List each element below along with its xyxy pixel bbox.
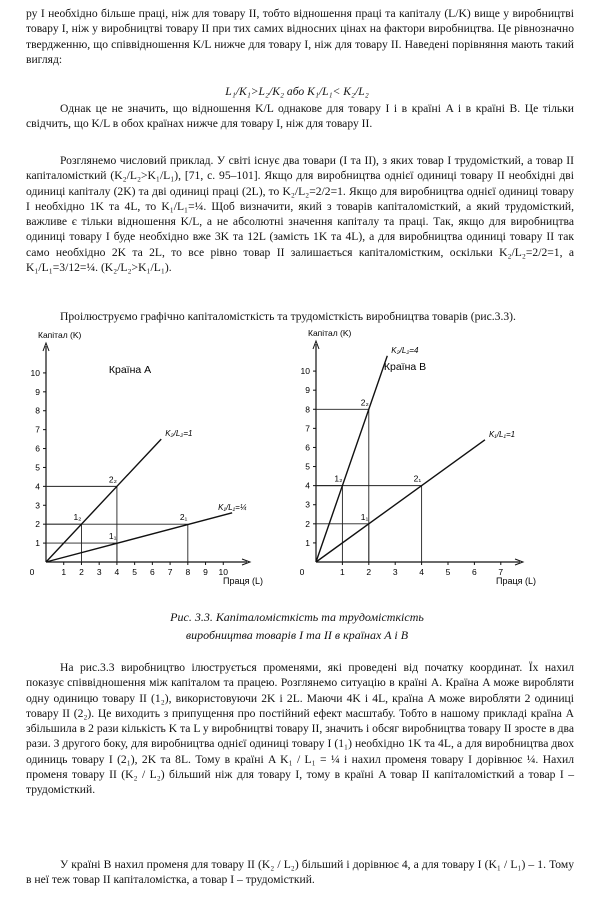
series-ray [316, 440, 485, 562]
y-tick-label: 9 [305, 385, 310, 396]
y-tick-label: 10 [30, 367, 40, 378]
paragraph-text: На рис.3.3 виробництво ілюструється променями, які проведені від початку координат. Їх нахил показує співвідношення між капіталом та працею. Розглянемо ситуацію в країні A. Країна A може виробляти одну одиницю товару ІІ (1₂), використовуючи 2K і 2L. Маючи 4K і 4L, країна A може виробляти 2 одиниці товару ІІ (2₂). Це виходить з припущення про постійний ефект масштабу. Тобто в нашому прикладі країна A збільшила в 2 рази кількість K та L у виробництві товару ІІ, значить і обсяг виробництва товару ІІ зросте в два рази. З другого боку, для виробництва однієї одиниці товару І (1₁) необхідно 1K та 4L, а для виробництва двох одиниць товару І (2₁), 2K та 8L. Тому в країні A K₁ / L₁ = ¼ і нахил променя товару І дорівнює ¼. Нахил променя товару ІІ (K₂ / L₂) більший ніж для товару І, тому в країні A товар ІІ капіталомісткий а товар І – трудомісткий. [26, 661, 574, 797]
x-tick-label: 4 [419, 567, 424, 577]
y-tick-label: 10 [300, 366, 310, 377]
x-axis-label: Праця (L) [223, 576, 264, 586]
series-ray [316, 356, 387, 562]
x-axis-label: Праця (L) [496, 576, 537, 586]
y-axis-label: Капітал (K) [38, 330, 82, 340]
point-label: 2₁ [179, 512, 188, 523]
series-label: K₂/L₂=1 [165, 429, 193, 439]
x-tick-label: 5 [445, 567, 451, 577]
y-tick-label: 8 [35, 405, 40, 416]
paragraph-2 [26, 101, 574, 132]
x-tick-label: 9 [203, 567, 208, 577]
y-tick-label: 9 [35, 386, 40, 397]
x-tick-label: 1 [340, 567, 345, 577]
y-tick-label: 7 [35, 424, 40, 435]
paragraph-3 [26, 153, 574, 275]
y-axis-label: Капітал (K) [308, 328, 352, 338]
figure-caption-line-2: виробництва товарів І та ІІ в країнах A і B [185, 628, 409, 642]
figure-caption-line-1: Рис. 3.3. Капіталомісткість та трудомісткість [170, 610, 424, 624]
point-label: 2₂ [360, 397, 369, 408]
y-tick-label: 4 [305, 480, 310, 491]
formula: L₁/K₁>L₂/K₂ або K₁/L₁< K₂/L₂ [225, 85, 369, 98]
y-tick-label: 2 [305, 518, 310, 529]
series-label: K₁/L₁=¼ [218, 502, 247, 512]
point-label: 1₂ [334, 473, 343, 484]
y-tick-label: 6 [305, 442, 310, 453]
x-tick-label: 6 [149, 567, 155, 577]
series-label: K₁/L₁=1 [488, 429, 516, 439]
point-label: 1₁ [108, 531, 117, 542]
x-tick-label: 0 [299, 567, 305, 577]
y-tick-label: 8 [305, 404, 310, 415]
point-label: 2₁ [413, 473, 422, 484]
y-tick-label: 2 [35, 519, 40, 530]
y-tick-label: 1 [305, 537, 310, 548]
paragraph-text: У країні B нахил променя для товару ІІ (K₂ / L₂) більший і дорівнює 4, а для товару І (K₁ / L₁) – 1. Тому в неї теж товар ІІ капіталомістка, а товар І – трудомісткий. [26, 858, 574, 887]
x-tick-label: 4 [114, 567, 120, 577]
paragraph-text: ру І необхідно більше праці, ніж для товару ІІ, тобто відношення праці та капіталу (L/K) вище у виробництві товару І, ніж у виробництві товару ІІ при тих самих відносних цінах на фактори виробництва. Це рівнозначно твердженню, що співвідношення K/L нижче для товару І, ніж для товару ІІ. Наведені порівняння мають такий вигляд: [26, 7, 574, 66]
point-label: 1₁ [360, 511, 369, 522]
point-label: 1₂ [73, 512, 82, 523]
x-tick-label: 1 [61, 567, 67, 577]
x-tick-label: 10 [218, 567, 229, 577]
point-label: 2₂ [108, 474, 117, 485]
x-tick-label: 0 [29, 567, 35, 577]
x-tick-label: 3 [392, 567, 398, 577]
y-tick-label: 3 [35, 500, 40, 511]
paragraph-text: Проілюструємо графічно капіталомісткість та трудомісткість виробництва товарів (рис.3.3). [60, 310, 516, 323]
y-tick-label: 3 [305, 499, 310, 510]
figure-3-3 [0, 328, 594, 600]
x-tick-label: 7 [167, 567, 173, 577]
y-tick-label: 7 [305, 423, 310, 434]
series-label: K₂/L₂=4 [391, 345, 419, 355]
x-tick-label: 3 [96, 567, 102, 577]
series-ray [46, 439, 161, 562]
chart-country-a [30, 330, 263, 586]
y-tick-label: 1 [35, 538, 40, 549]
chart-title: Країна A [108, 364, 152, 376]
chart-country-b [300, 328, 536, 586]
paragraph-text: Однак це не значить, що відношення K/L однакове для товару І і в країні A і в країні B. Це тільки свідчить, що K/L в обох країнах нижче для товару І, ніж для товару ІІ. [26, 102, 574, 131]
y-tick-label: 5 [305, 461, 310, 472]
paragraph-text: Розглянемо числовий приклад. У світі існує два товари (І та ІІ), з яких товар І трудомісткий, а товар ІІ капіталомісткий (K₂/L₂>K₁/L₁), [71, с. 95–101]. Якщо для виробництва однієї одиниці товару ІІ необхідні дві одиниці капіталу (2K) та дві одиниці праці (2L), то K₂/L₂=2/2=1. Якщо для виробництва однієї одиниці товару І необхідно 1K та 4L, то K₁/L₁=¼. Щоб визначити, який з товарів капіталомісткий, а який трудомісткий, важливе є тільки відношення K/L, а не абсолютні значення капіталу та праці. Так, якщо для виробництва одиниці товару І буде необхідно вже 3K та 12L (замість 1K та 4L), а для виробництва одиниці товару ІІ так само необхідно 2K та 2L, то все рівно товар ІІ залишається капіталомістким, оскільки K₂/L₂=2/2=1, а K₁/L₁=3/12=¼. (K₂/L₂>K₁/L₁). [26, 154, 574, 275]
chart-title: Країна B [383, 361, 427, 373]
paragraph-4 [26, 309, 574, 324]
y-tick-label: 5 [35, 462, 40, 473]
paragraph-top [26, 6, 574, 67]
x-tick-label: 2 [79, 567, 84, 577]
y-tick-label: 4 [35, 481, 40, 492]
paragraph-5 [26, 660, 574, 798]
x-tick-label: 5 [132, 567, 138, 577]
x-tick-label: 2 [366, 567, 372, 577]
y-tick-label: 6 [35, 443, 40, 454]
paragraph-6 [26, 857, 574, 888]
x-tick-label: 6 [472, 567, 477, 577]
x-tick-label: 8 [185, 567, 191, 577]
x-tick-label: 7 [498, 567, 504, 577]
